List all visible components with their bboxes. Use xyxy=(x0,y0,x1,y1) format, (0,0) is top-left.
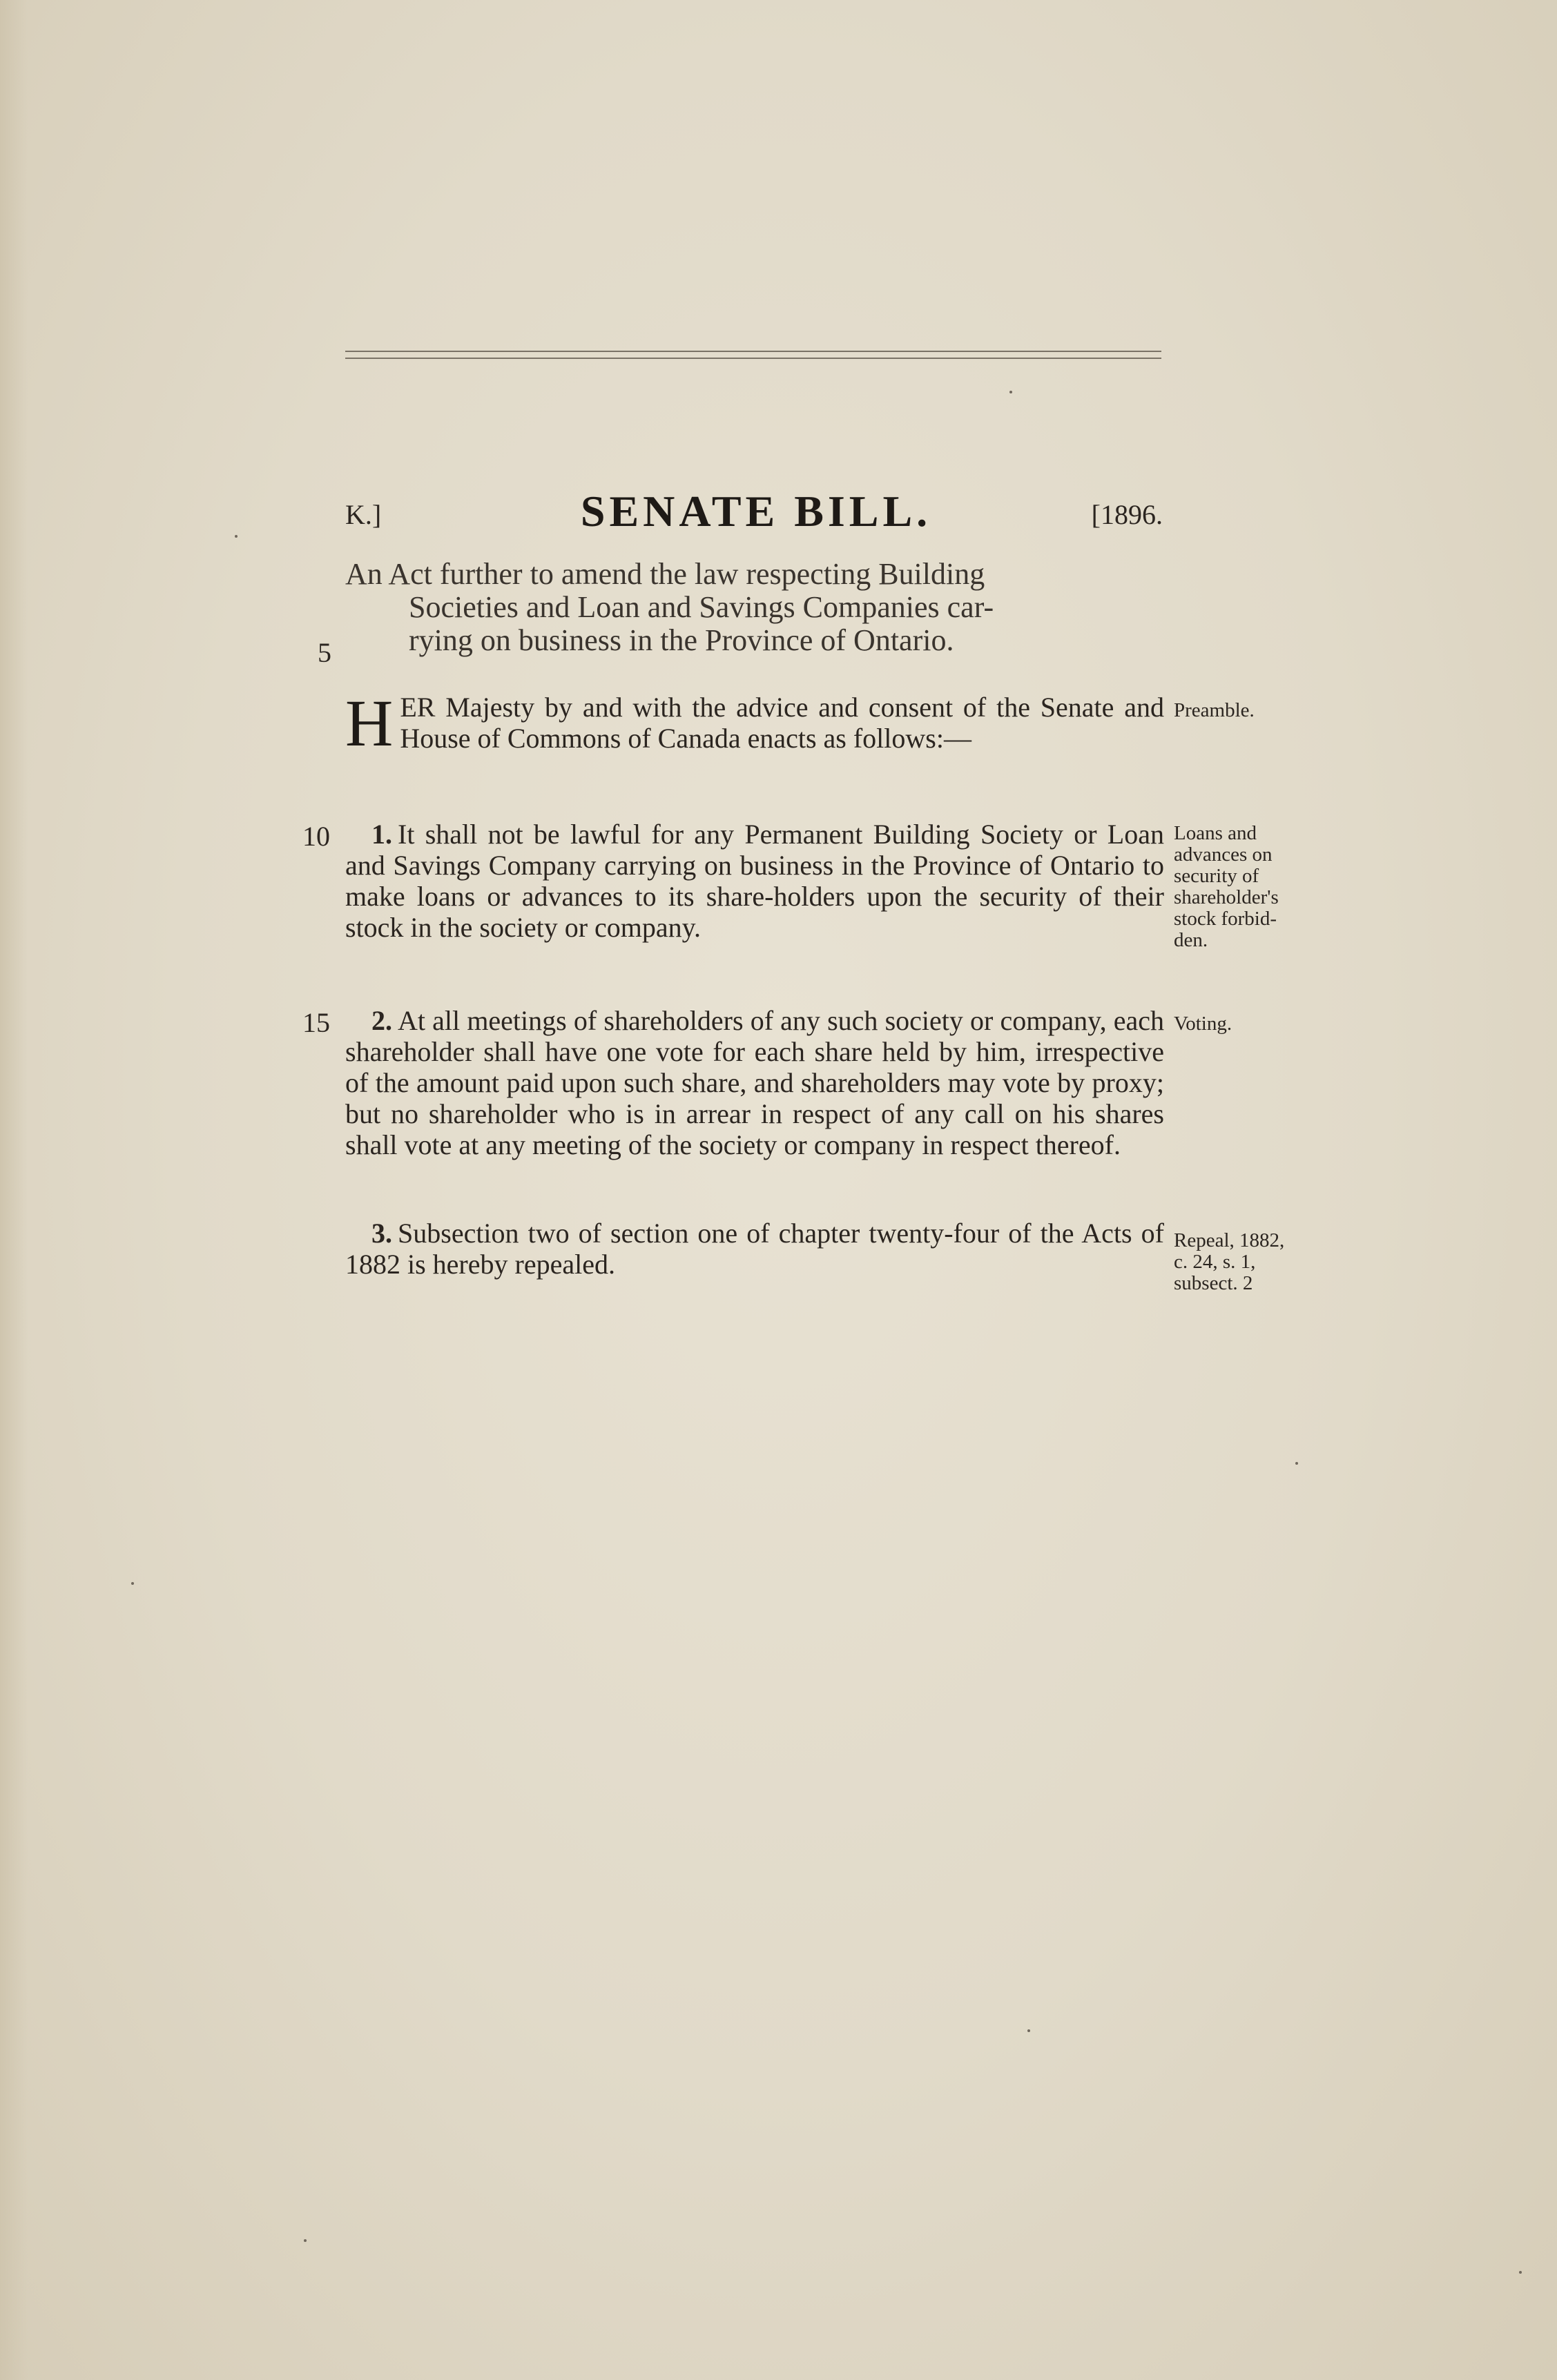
bill-letter-mark: K.] xyxy=(345,499,382,530)
paper-speck xyxy=(1027,2029,1030,2032)
act-title-line: An Act further to amend the law respecting Building xyxy=(345,557,985,591)
section-3-paragraph xyxy=(345,1218,1164,1280)
preamble-paragraph xyxy=(345,686,1164,760)
rule-line xyxy=(345,358,1161,359)
paper-speck xyxy=(131,1582,134,1585)
line-number-15: 15 xyxy=(302,1007,330,1038)
section-number: 2. xyxy=(371,1005,392,1036)
bill-header xyxy=(345,486,1167,541)
act-title-line: rying on business in the Province of Ontario. xyxy=(409,623,954,657)
sidenote-preamble: Preamble. xyxy=(1174,699,1255,721)
bill-year: [1896. xyxy=(1091,499,1163,530)
section-1-paragraph xyxy=(345,819,1164,943)
paper-speck xyxy=(1295,1462,1298,1465)
paper-speck xyxy=(1009,391,1012,393)
section-number: 1. xyxy=(371,819,392,850)
sidenote-repeal: Repeal, 1882, c. 24, s. 1, subsect. 2 xyxy=(1174,1229,1285,1294)
section-2-paragraph xyxy=(345,1005,1164,1160)
sidenote-loans: Loans and advances on security of shareholder's stock forbid-den. xyxy=(1174,822,1279,951)
line-number-5: 5 xyxy=(318,637,331,668)
act-title-line: Societies and Loan and Savings Companies car- xyxy=(409,590,994,624)
line-number-10: 10 xyxy=(302,821,330,852)
act-title xyxy=(345,558,1167,657)
drop-cap: H xyxy=(345,686,394,760)
section-text: Subsection two of section one of chapter twenty-four of the Acts of 1882 is hereby repealed. xyxy=(345,1218,1164,1280)
sidenote-voting: Voting. xyxy=(1174,1013,1232,1035)
bill-title: SENATE BILL. xyxy=(580,487,932,536)
section-text: It shall not be lawful for any Permanent Building Society or Loan and Savings Company carrying on business in the Province of Ontario to make loans or advances to its share-holders upon the security of their stock in the society or company. xyxy=(345,819,1164,943)
paper-speck xyxy=(1519,2271,1522,2274)
paper-speck xyxy=(235,535,238,538)
section-number: 3. xyxy=(371,1218,392,1249)
preamble-text: ER Majesty by and with the advice and consent of the Senate and House of Commons of Canada enacts as follows:— xyxy=(400,692,1164,754)
rule-line xyxy=(345,351,1161,352)
section-text: At all meetings of shareholders of any such society or company, each shareholder shall have one vote for each share held by him, irrespective of the amount paid upon such share, and shareholders may vote by proxy; but no shareholder who is in arrear in respect of any call on his shares shall vote at any meeting of the society or company in respect thereof. xyxy=(345,1005,1164,1160)
page-edge-shadow xyxy=(0,0,28,2380)
paper-speck xyxy=(304,2239,307,2242)
top-double-rule xyxy=(345,351,1161,364)
